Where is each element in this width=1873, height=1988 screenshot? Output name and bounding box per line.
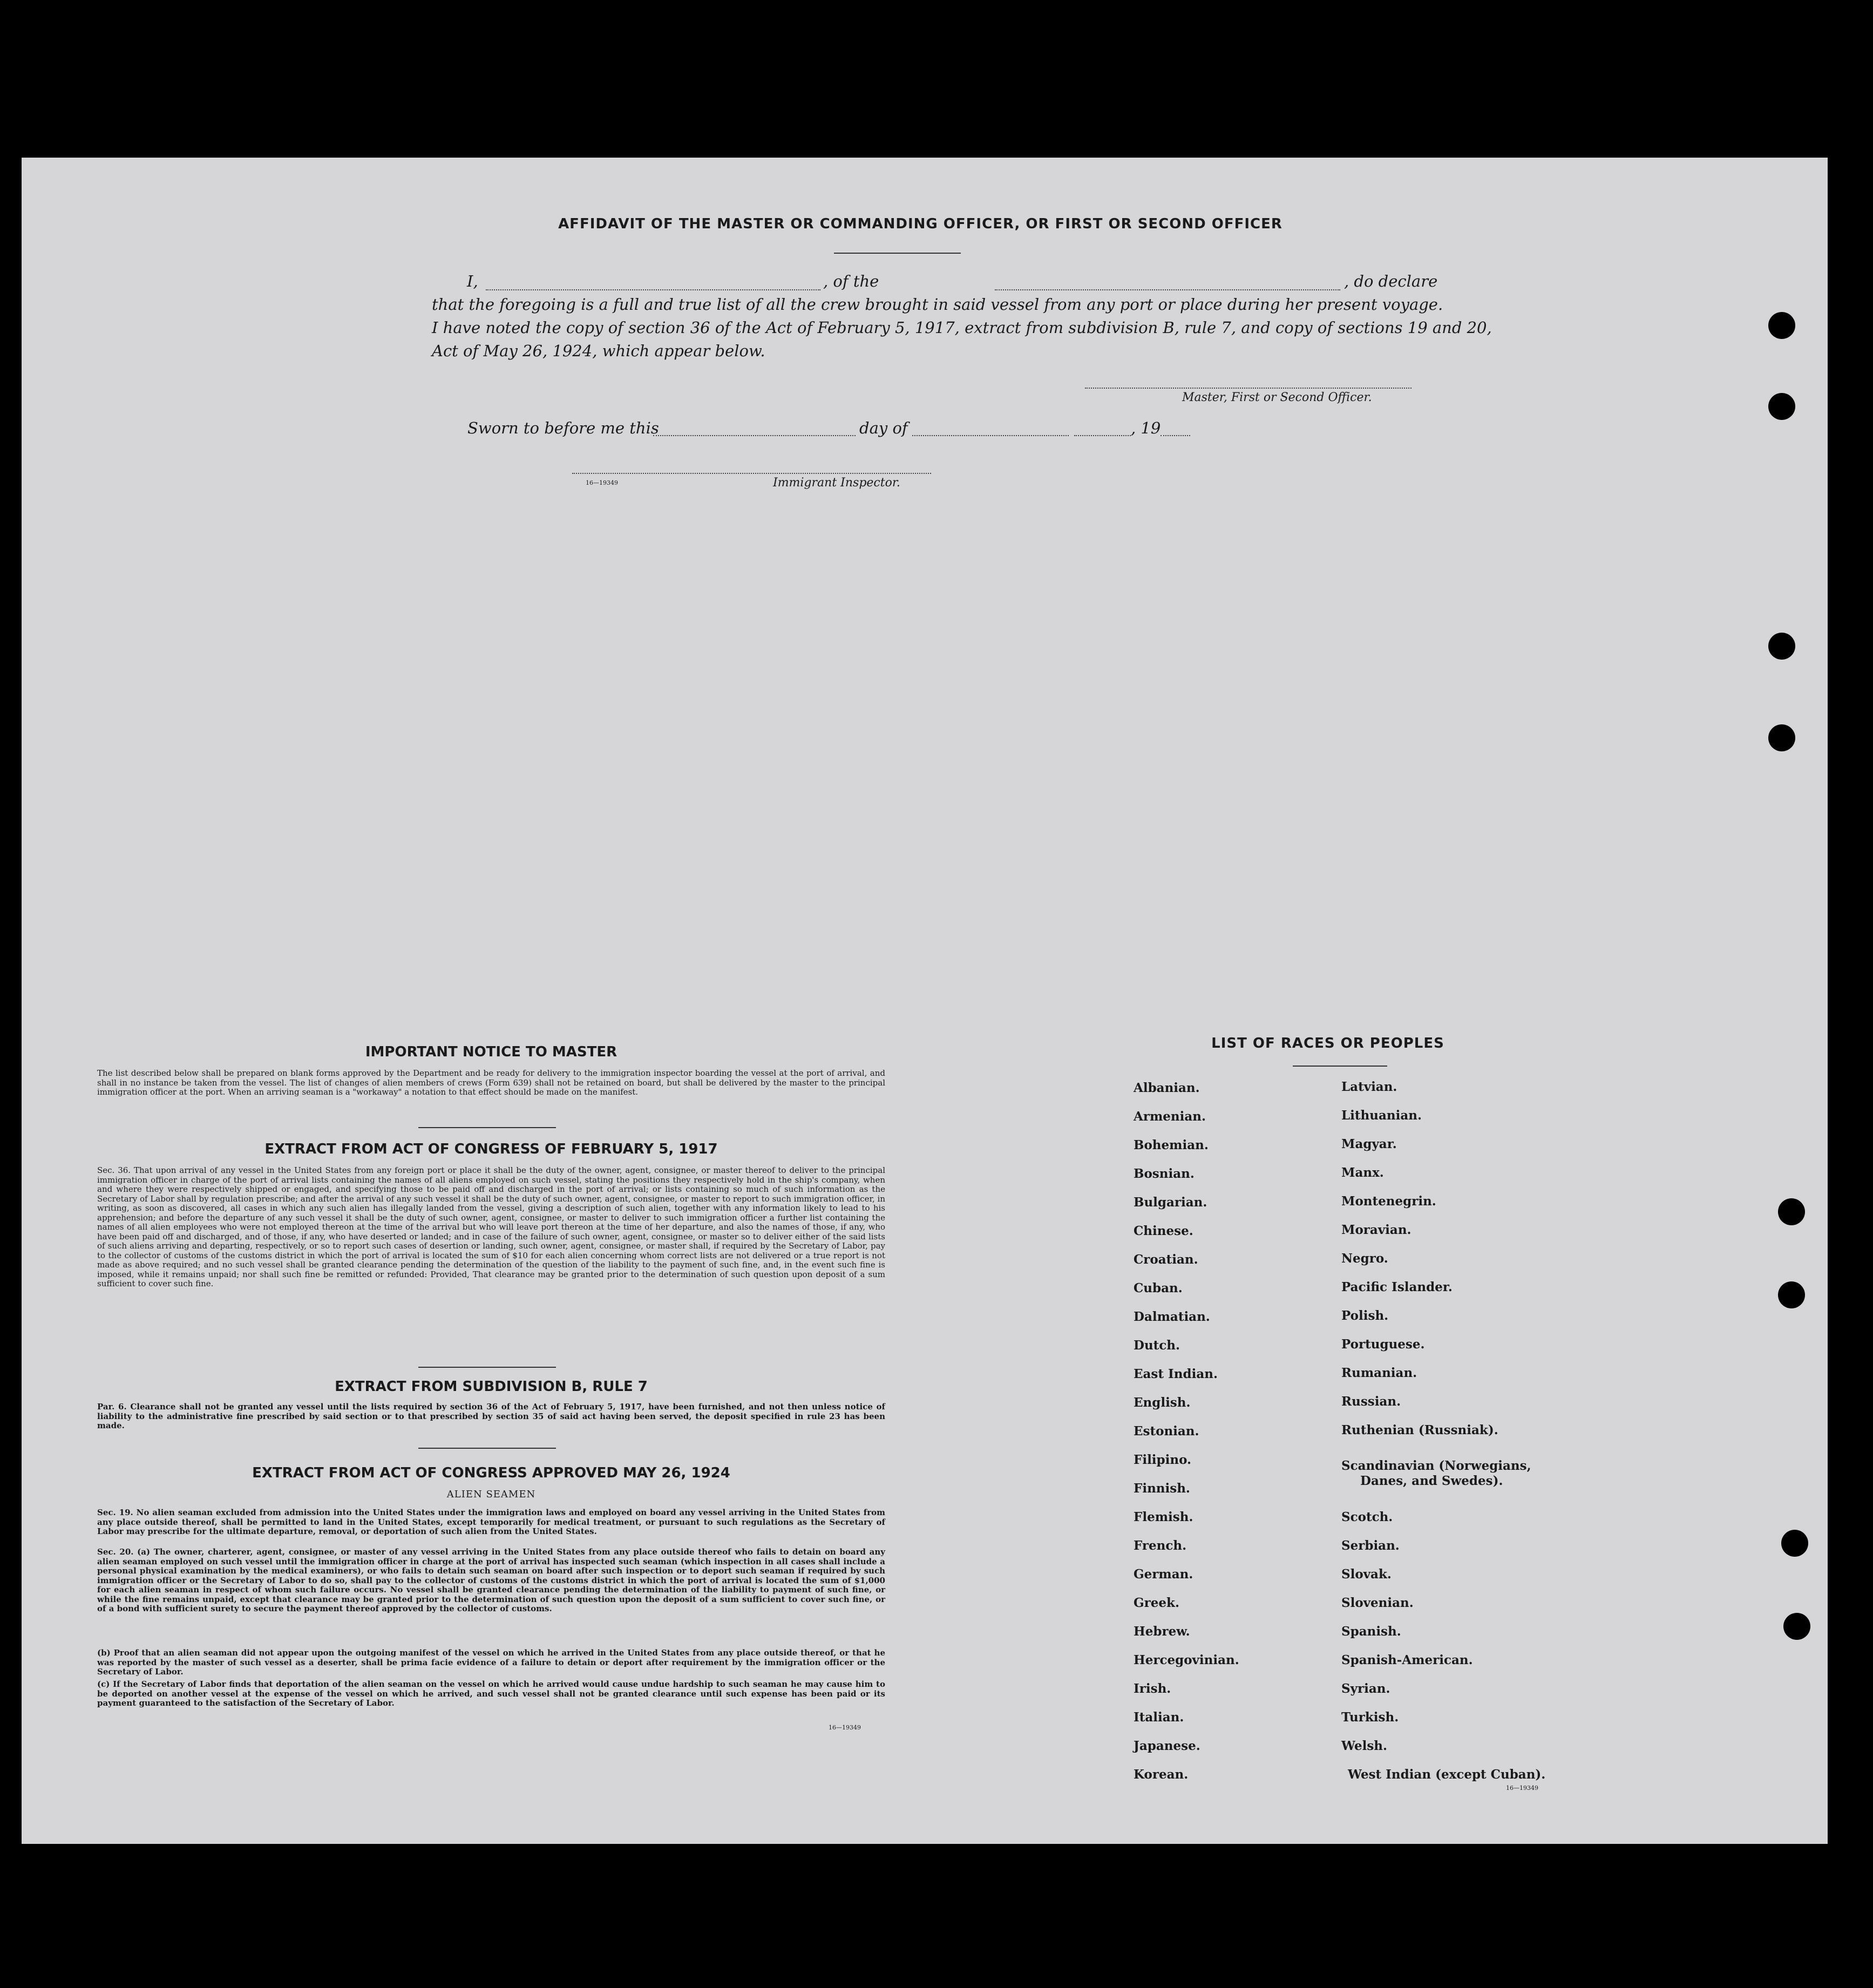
of-the-label: , of the [823,272,879,290]
race-item: Negro. [1341,1251,1388,1266]
race-item: Armenian. [1134,1109,1206,1124]
race-item: Ruthenian (Russniak). [1341,1423,1498,1437]
race-item: Syrian. [1341,1681,1390,1696]
race-item: Bulgarian. [1134,1195,1207,1210]
race-item: Bohemian. [1134,1138,1209,1152]
races-divider [1293,1066,1387,1067]
binder-hole [1768,724,1795,751]
race-item: Welsh. [1341,1739,1388,1753]
race-item: Dalmatian. [1134,1309,1210,1324]
races-form-code: 16—19349 [1506,1785,1538,1792]
race-item: Bosnian. [1134,1166,1195,1181]
extract-1917-text: Sec. 36. That upon arrival of any vessel in the United States from any foreign port or place it shall be the duty of the owner, agent, consignee, or master thereof to deliver to the principal immigration officer in charge of the port of arrival lists containing the names of all aliens employed on such vessel, stating the positions they respectively hold in the ship's company, when and where they were respectively shipped or engaged, and specifying those to be paid off and discharged in the port of arrival; or lists containing so much of such information as the Secretary of Labor shall by regulation prescribe; and after the arrival of any such vessel it shall be the duty of such owner, agent, consignee, or master to report to such immigration officer, in writing, as soon as discovered, all cases in which any such alien has illegally landed from the vessel, giving a description of such alien, together with any information likely to lead to his apprehension; and before the departure of any such vessel it shall be the duty of such owner, agent, consignee, or master to deliver to such immigration officer a further list containing the names of all alien employees who were not employed thereon at the time of the arrival but who will leave port thereon at the time of her departure, and also the names of those, if any, who have been paid off and discharged, and of those, if any, who have deserted or landed; and in case of the failure of such owner, agent, consignee, or master so to deliver either of the said lists of such aliens arriving and departing, respectively, or so to report such cases of desertion or landing, such owner, agent, consignee, or master shall, if required by the Secretary of Labor, pay to the collector of customs of the customs district in which the port of arrival is located the sum of $10 for each alien concerning whom correct lists are not delivered or a true report is not made as above required; and no such vessel shall be granted clearance pending the determination of the question of the liability to the payment of such fine, and, in the event such fine is imposed, while it remains unpaid; nor shall such fine be remitted or refunded: Provided, That clearance may be granted prior to the determination of such question upon deposit of a sum sufficient to cover such fine. [97,1165,885,1288]
declaration-line-4: Act of May 26, 1924, which appear below. [432,342,765,360]
race-item: Japanese. [1134,1739,1200,1753]
extract-rule7-text: Par. 6. Clearance shall not be granted any vessel until the lists required by section 36 of the Act of February 5, 1917, have been furnished, and not then unless notice of liability to the administrative fine prescribed by said section or to that prescribed by section 35 of said act having been served, the deposit specified in rule 23 has been made. [97,1402,885,1430]
extract-rule7-title: EXTRACT FROM SUBDIVISION B, RULE 7 [335,1379,648,1395]
race-item: Chinese. [1134,1224,1193,1238]
extract-1924-sec20c: (c) If the Secretary of Labor finds that deportation of the alien seaman on the vessel on which he arrived would cause undue hardship to such seaman he may cause him to be deported on another vessel at the expense of the vessel on which he arrived, and such vessel shall not be granted clearance until such expense has been paid or its payment guaranteed to the satisfaction of the Secretary of Labor. [97,1679,885,1708]
race-item: Scandinavian (Norwegians, [1341,1458,1531,1473]
extract-rule7-divider [418,1448,556,1449]
extract-1924-subtitle: ALIEN SEAMEN [446,1489,536,1500]
binder-hole [1783,1613,1810,1640]
binder-hole [1768,312,1795,339]
race-item: Dutch. [1134,1338,1180,1353]
year-prefix: , 19 [1131,419,1161,437]
race-item: Manx. [1341,1165,1384,1180]
race-item: Croatian. [1134,1252,1198,1267]
race-item: German. [1134,1567,1193,1582]
race-item: Magyar. [1341,1137,1397,1151]
extract-form-code: 16—19349 [829,1724,861,1731]
race-item: Latvian. [1341,1080,1397,1094]
do-declare-label: , do declare [1344,272,1438,290]
race-item: West Indian (except Cuban). [1348,1767,1546,1782]
race-item: Serbian. [1341,1538,1400,1553]
race-item: Moravian. [1341,1223,1411,1237]
race-item: Pacific Islander. [1341,1280,1453,1294]
race-item: Russian. [1341,1394,1401,1409]
races-title: LIST OF RACES OR PEOPLES [1211,1035,1444,1051]
race-item: Cuban. [1134,1281,1183,1295]
signature-line [1085,388,1411,389]
race-item: Albanian. [1134,1081,1200,1095]
notice-title: IMPORTANT NOTICE TO MASTER [365,1044,617,1060]
race-item: Turkish. [1341,1710,1399,1725]
race-item: Spanish-American. [1341,1653,1473,1667]
race-item: Slovak. [1341,1567,1392,1582]
sworn-month-field [912,435,1069,436]
race-item: Greek. [1134,1596,1179,1610]
affidavit-title: AFFIDAVIT OF THE MASTER OR COMMANDING OFFICER, OR FIRST OR SECOND OFFICER [558,216,1282,232]
race-item: Estonian. [1134,1424,1199,1439]
race-item: Polish. [1341,1308,1389,1323]
signature-caption: Master, First or Second Officer. [1182,391,1372,404]
race-item: English. [1134,1395,1191,1410]
inspector-caption: Immigrant Inspector. [773,476,900,490]
sworn-day-field [653,435,856,436]
race-item: Irish. [1134,1681,1171,1696]
race-item: Lithuanian. [1341,1108,1422,1123]
binder-hole [1778,1281,1805,1308]
race-item: Montenegrin. [1341,1194,1436,1209]
extract-1917-title: EXTRACT FROM ACT OF CONGRESS OF FEBRUARY 5, 1917 [264,1141,718,1157]
race-item: Rumanian. [1341,1366,1417,1380]
binder-hole [1768,393,1795,420]
binder-hole [1781,1530,1808,1557]
declarant-name-field [486,289,820,290]
race-item: Finnish. [1134,1481,1190,1496]
extract-1924-sec20a: Sec. 20. (a) The owner, charterer, agent, consignee, or master of any vessel arriving in the United States from any place outside thereof who fails to detain on board any alien seaman employed on such vessel until the immigration officer in charge at the port of arrival has inspected such seaman (which inspection in all cases shall include a personal physical examination by the medical examiners), or who fails to detain such seaman on board after such inspection or to deport such seaman if required by such immigration officer or the Secretary of Labor to do so, shall pay to the collector of customs of the customs district in which the port of arrival is located the sum of $1,000 for each alien seaman in respect of whom such failure occurs. No vessel shall be granted clearance pending the determination of the liability to payment of such fine, or while the fine remains unpaid, except that clearance may be granted prior to the determination of such question upon the deposit of a sum sufficient to cover such fine, or of a bond with sufficient surety to secure the payment thereof approved by the collector of customs. [97,1547,885,1613]
race-item: Filipino. [1134,1453,1192,1467]
race-item: Portuguese. [1341,1337,1425,1352]
binder-hole [1768,633,1795,660]
title-divider [834,253,961,254]
race-item: Slovenian. [1341,1596,1414,1610]
declaration-text [432,270,1492,363]
notice-text: The list described below shall be prepared on blank forms approved by the Department and be ready for delivery to the immigration inspector boarding the vessel at the port of arrival, and shall in no instance be taken from the vessel. The list of changes of alien members of crews (Form 639) shall not be retained on board, but shall be delivered by the master to the principal immigration officer at the port. When an arriving seaman is a "workaway" a notation to that effect should be made on the manifest. [97,1068,885,1097]
race-item: Spanish. [1341,1624,1401,1639]
race-item: Danes, and Swedes). [1360,1474,1503,1488]
race-item: East Indian. [1134,1367,1218,1381]
declaration-line-2: that the foregoing is a full and true list of all the crew brought in said vessel from any port or place during her present voyage. [432,295,1443,314]
extract-1924-sec19: Sec. 19. No alien seaman excluded from admission into the United States under the immigration laws and employed on board any vessel arriving in the United States from any place outside thereof, shall be permitted to land in the United States, except temporarily for medical treatment, or pursuant to such regulations as the Secretary of Labor may prescribe for the ultimate departure, removal, or deportation of such alien from the United States. [97,1508,885,1536]
inspector-signature-line [572,473,931,474]
extract-1924-title: EXTRACT FROM ACT OF CONGRESS APPROVED MAY 26, 1924 [252,1465,730,1481]
declarant-label: I, [467,272,478,290]
declaration-line-3: I have noted the copy of section 36 of the Act of February 5, 1917, extract from subdivision B, rule 7, and copy of sections 19 and 20, [432,318,1492,337]
race-item: French. [1134,1538,1187,1553]
day-of-label: day of [859,419,908,437]
extract-1917-divider [418,1367,556,1368]
race-item: Hercegovinian. [1134,1653,1239,1667]
race-item: Flemish. [1134,1510,1193,1524]
race-item: Korean. [1134,1767,1189,1782]
race-item: Italian. [1134,1710,1184,1725]
affidavit-form-code: 16—19349 [586,479,618,486]
sworn-month-field-2 [1074,435,1131,436]
race-item: Hebrew. [1134,1624,1190,1639]
vessel-name-field [995,289,1340,290]
race-item: Scotch. [1341,1510,1393,1524]
extract-1924-sec20b: (b) Proof that an alien seaman did not appear upon the outgoing manifest of the vessel on which he arrived in the United States from any place outside thereof, or that he was reported by the master of such vessel as a deserter, shall be prima facie evidence of a failure to detain or deport after requirement by the immigration officer or the Secretary of Labor. [97,1648,885,1677]
sworn-year-field [1161,435,1190,436]
binder-hole [1778,1198,1805,1225]
notice-divider [418,1127,556,1128]
sworn-label: Sworn to before me this [467,419,659,437]
